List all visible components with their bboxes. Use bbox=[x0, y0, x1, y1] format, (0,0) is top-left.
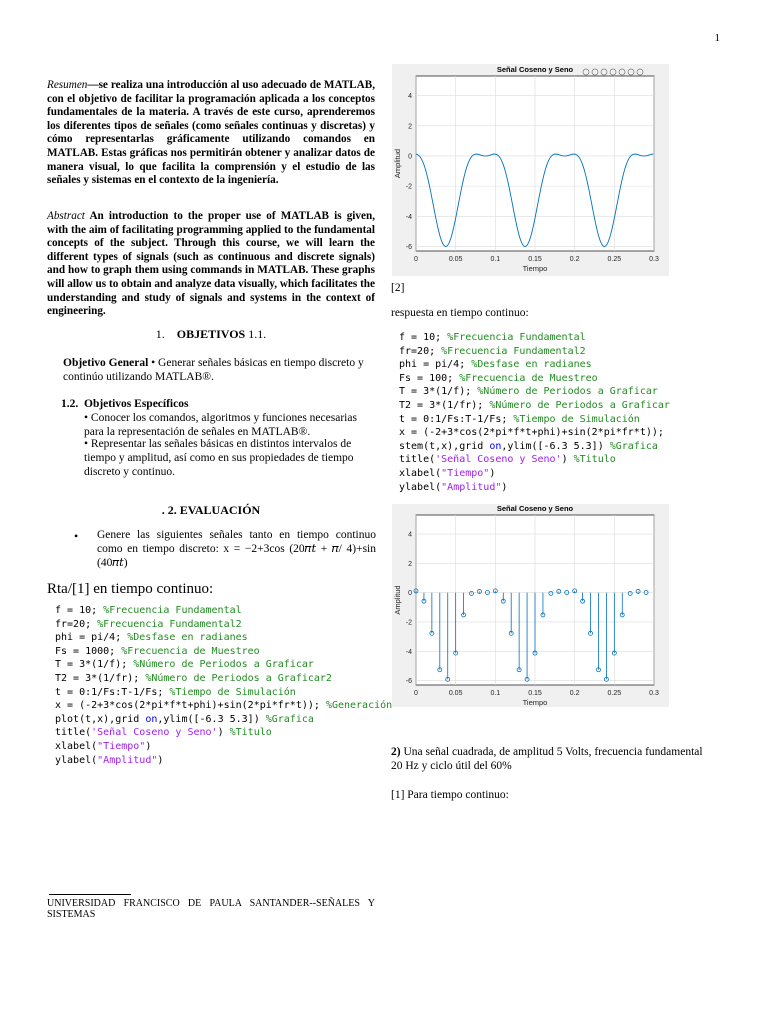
code-token: ,ylim([-6.3 5.3]) bbox=[501, 440, 610, 452]
code-token: xlabel( bbox=[399, 467, 442, 479]
objetivo-especifico-1: • Conocer los comandos, algoritmos y funciones necesarias para la representación de señales en MATLAB®. bbox=[84, 412, 357, 438]
code-line bbox=[399, 413, 689, 427]
y-tick-label: -6 bbox=[405, 678, 412, 686]
code-token: 'Señal Coseno y Seno' bbox=[91, 727, 218, 739]
code-token: %Número de Periodos a Graficar bbox=[133, 659, 314, 671]
q2-sub: [1] Para tiempo continuo: bbox=[391, 789, 509, 801]
code-token: %Frecuencia de Muestreo bbox=[459, 372, 598, 384]
objetivos-especificos-label: Objetivos Específicos bbox=[84, 398, 189, 410]
code-line bbox=[55, 726, 380, 740]
chart-title: Señal Coseno y Seno bbox=[496, 65, 574, 74]
zoom-in-icon bbox=[619, 69, 625, 75]
code-token: stem(t,x),grid bbox=[399, 440, 490, 452]
objetivos-especificos-num: 1.2. bbox=[61, 398, 79, 410]
code-token: T2 = 3*(1/fr); bbox=[55, 672, 146, 684]
code-token: fr=20; bbox=[55, 618, 98, 630]
section1-heading bbox=[47, 327, 375, 342]
code-line bbox=[55, 740, 380, 754]
objetivo-general bbox=[63, 357, 377, 385]
code-token: %Frecuencia Fundamental bbox=[103, 605, 242, 616]
code-line bbox=[55, 686, 380, 700]
code-line bbox=[399, 426, 689, 440]
code-line bbox=[399, 399, 689, 413]
code-token: phi = pi/4; bbox=[399, 359, 472, 371]
abstract-en-label: Abstract bbox=[47, 210, 85, 222]
code-token: title( bbox=[55, 727, 92, 739]
code-token: ) bbox=[561, 454, 574, 466]
code-token: 'Señal Coseno y Seno' bbox=[435, 454, 562, 466]
code-line bbox=[399, 372, 689, 386]
abstract-es bbox=[47, 79, 375, 188]
y-axis-label: Amplitud bbox=[393, 585, 402, 615]
code-token: ) bbox=[145, 740, 152, 752]
q2 bbox=[391, 746, 709, 774]
x-axis-label: Tiempo bbox=[522, 264, 548, 273]
x-tick-label: 0.1 bbox=[490, 690, 501, 697]
q2-num: 2) bbox=[391, 746, 401, 758]
zoom-out-icon bbox=[628, 69, 634, 75]
code-line bbox=[399, 467, 689, 481]
code-line bbox=[55, 713, 380, 727]
figure-2 bbox=[392, 504, 669, 707]
code-token: T2 = 3*(1/fr); bbox=[399, 399, 490, 411]
y-tick-label: -4 bbox=[405, 648, 412, 656]
code-token: xlabel( bbox=[55, 740, 98, 752]
code-token: T = 3*(1/f); bbox=[399, 386, 478, 398]
x-tick-label: 0.3 bbox=[649, 690, 659, 697]
abstract-es-label: Resumen bbox=[47, 79, 88, 91]
code-token: ) bbox=[217, 727, 230, 739]
y-tick-label: 4 bbox=[408, 93, 412, 101]
code-token: t = 0:1/Fs:T-1/Fs; bbox=[399, 413, 514, 425]
code-line bbox=[55, 658, 380, 672]
code-line bbox=[399, 385, 689, 399]
x-tick-label: 0.25 bbox=[607, 256, 622, 263]
rta-heading: Rta/[1] en tiempo continuo: bbox=[47, 581, 214, 597]
objetivo-general-text: • Generar señales básicas en tiempo discreto y continúo utilizando MATLAB®. bbox=[63, 357, 364, 383]
code-line bbox=[55, 631, 380, 645]
code-token: on bbox=[489, 440, 502, 452]
footnote: UNIVERSIDAD FRANCISCO DE PAULA SANTANDER--SEÑALES Y SISTEMAS bbox=[47, 898, 375, 920]
edit-icon bbox=[583, 69, 589, 75]
code-token: phi = pi/4; bbox=[55, 632, 128, 644]
code-token: f = 10; bbox=[55, 605, 104, 616]
code-line bbox=[399, 358, 689, 372]
code-token: on bbox=[145, 713, 158, 725]
bullet-dot: • bbox=[74, 529, 79, 543]
code-token: f = 10; bbox=[399, 332, 448, 343]
abstract-en bbox=[47, 210, 375, 319]
code-token: %Frecuencia Fundamental2 bbox=[97, 618, 242, 630]
home-icon bbox=[637, 69, 643, 75]
code-token: %Número de Periodos a Graficar bbox=[477, 386, 658, 398]
x-tick-label: 0.15 bbox=[528, 690, 542, 697]
y-tick-label: 2 bbox=[408, 560, 412, 568]
code-block-left bbox=[55, 604, 393, 767]
code-token: fr=20; bbox=[399, 345, 442, 357]
x-tick-label: 0 bbox=[414, 256, 418, 263]
y-tick-label: 2 bbox=[408, 123, 412, 131]
code-token: "Amplitud" bbox=[97, 754, 158, 766]
section1-title: OBJETIVOS bbox=[176, 327, 246, 341]
objetivos-especificos-heading bbox=[61, 398, 377, 412]
code-token: title( bbox=[399, 454, 436, 466]
code-token: Fs = 100; bbox=[399, 372, 460, 384]
bullet-text: Genere las siguientes señales tanto en tiempo continuo como en tiempo discreto: x = −2+3cos (20𝜋𝑡 + 𝜋/ 4)+sin (40𝜋𝑡) bbox=[97, 529, 376, 569]
code-line bbox=[399, 440, 689, 454]
code-token: Fs = 1000; bbox=[55, 645, 122, 657]
code-line bbox=[55, 604, 380, 618]
y-tick-label: 0 bbox=[408, 590, 412, 598]
section1-suffix: 1.1. bbox=[248, 327, 267, 341]
x-tick-label: 0.2 bbox=[569, 256, 580, 263]
section2-heading: . 2. EVALUACIÓN bbox=[161, 503, 261, 517]
q2-text: Una señal cuadrada, de amplitud 5 Volts, frecuencia fundamental 20 Hz y ciclo útil del 60% bbox=[391, 746, 703, 772]
code-token: ylabel( bbox=[399, 481, 442, 493]
save-icon bbox=[592, 69, 598, 75]
abstract-es-dash: — bbox=[87, 79, 99, 91]
x-tick-label: 0.25 bbox=[607, 690, 622, 697]
code-token: %Titulo bbox=[229, 727, 272, 739]
y-axis-label: Amplitud bbox=[393, 148, 402, 179]
y-tick-label: -2 bbox=[405, 183, 412, 191]
pan-icon bbox=[610, 69, 616, 75]
code-line bbox=[55, 699, 393, 713]
code-token: ) bbox=[501, 481, 508, 493]
objetivo-especifico-2: • Representar las señales básicas en distintos intervalos de tiempo y amplitud, así como en sus propiedades de tiempo discreto y continuo. bbox=[84, 438, 354, 478]
y-tick-label: 4 bbox=[408, 531, 412, 539]
chart-plot-discrete bbox=[392, 504, 669, 707]
data-cursor-icon bbox=[601, 69, 607, 75]
y-tick-label: -2 bbox=[405, 619, 412, 627]
code-token: ) bbox=[489, 467, 496, 479]
code-token: t = 0:1/Fs:T-1/Fs; bbox=[55, 686, 170, 698]
figure-1 bbox=[392, 64, 669, 276]
x-tick-label: 0.15 bbox=[528, 256, 542, 263]
abstract-es-text: se realiza una introducción al uso adecuado de MATLAB, con el objetivo de facilitar la programación aplicada a los conceptos fundamentales de la materia. A través de este curso, aprenderemos los diferentes tipos de señales (como señales continuas y discretas) y cómo representarlas gráficamente utilizando comandos en MATLAB. Estas gráficas nos permitirán obtener y analizar datos de manera visual, lo que facilita la comprensión y el estudio de las señales y sistemas en el contexto de la ingeniería. bbox=[47, 79, 375, 187]
code-line bbox=[55, 645, 380, 659]
code-token: x = (-2+3*cos(2*pi*f*t+phi)+sin(2*pi*fr*t)); bbox=[55, 700, 326, 712]
x-tick-label: 0 bbox=[414, 690, 418, 697]
figure-1-ref: [2] bbox=[391, 282, 405, 294]
code-token: %Desfase en radianes bbox=[471, 359, 592, 371]
objetivo-general-label: Objetivo General bbox=[63, 357, 149, 369]
section1-num: 1. bbox=[155, 327, 165, 341]
code-token: %Frecuencia Fundamental2 bbox=[441, 345, 586, 357]
footnote-rule bbox=[49, 894, 131, 895]
code-token: %Número de Periodos a Graficar bbox=[489, 399, 670, 411]
code-token: %Frecuencia Fundamental bbox=[447, 332, 586, 343]
code-token: ,ylim([-6.3 5.3]) bbox=[157, 713, 266, 725]
code-token: %Frecuencia de Muestreo bbox=[121, 645, 260, 657]
x-tick-label: 0.1 bbox=[490, 256, 501, 263]
chart-title: Señal Coseno y Seno bbox=[496, 504, 574, 513]
code-token: x = (-2+3*cos(2*pi*f*t+phi)+sin(2*pi*fr*t)); bbox=[399, 427, 664, 439]
code-block-right bbox=[399, 331, 689, 494]
code-token: %Tiempo de Simulación bbox=[513, 413, 640, 425]
code-line bbox=[55, 754, 380, 768]
code-token: ) bbox=[157, 754, 164, 766]
code-token: "Tiempo" bbox=[441, 467, 490, 479]
code-token: %Desfase en radianes bbox=[127, 632, 248, 644]
code-token: "Tiempo" bbox=[97, 740, 146, 752]
code-token: ylabel( bbox=[55, 754, 98, 766]
code-token: plot(t,x),grid bbox=[55, 713, 146, 725]
code-line bbox=[399, 453, 689, 467]
code-line bbox=[399, 481, 689, 495]
y-tick-label: 0 bbox=[408, 153, 412, 161]
code-token: %Generación bbox=[325, 700, 393, 712]
code-token: %Tiempo de Simulación bbox=[169, 686, 296, 698]
x-tick-label: 0.05 bbox=[448, 690, 463, 697]
code-line bbox=[55, 672, 380, 686]
code-line bbox=[399, 331, 689, 345]
code-token: %Titulo bbox=[573, 454, 616, 466]
code-token: %Grafica bbox=[609, 440, 658, 452]
x-tick-label: 0.05 bbox=[448, 256, 463, 263]
x-tick-label: 0.2 bbox=[569, 690, 580, 697]
respuesta-heading: respuesta en tiempo continuo: bbox=[391, 307, 529, 319]
page-number: 1 bbox=[714, 32, 720, 44]
code-token: "Amplitud" bbox=[441, 481, 502, 493]
code-token: %Grafica bbox=[265, 713, 314, 725]
x-axis-label: Tiempo bbox=[522, 698, 548, 707]
y-tick-label: -6 bbox=[405, 243, 412, 251]
y-tick-label: -4 bbox=[405, 213, 412, 221]
abstract-en-text: An introduction to the proper use of MATLAB is given, with the aim of facilitating programming applied to the fundamental concepts of the subject. Through this course, we will learn the different types of signals (such as continuous and discrete signals) and how to graph them using commands in MATLAB. These graphs will allow us to obtain and analyze data visually, which facilitates the understanding and study of signals and systems in the context of engineering. bbox=[47, 210, 375, 318]
code-line bbox=[399, 345, 689, 359]
code-token: T = 3*(1/f); bbox=[55, 659, 134, 671]
code-line bbox=[55, 618, 380, 632]
x-tick-label: 0.3 bbox=[649, 256, 659, 263]
chart-plot-continuous bbox=[392, 64, 669, 276]
code-token: %Número de Periodos a Graficar2 bbox=[145, 672, 332, 684]
